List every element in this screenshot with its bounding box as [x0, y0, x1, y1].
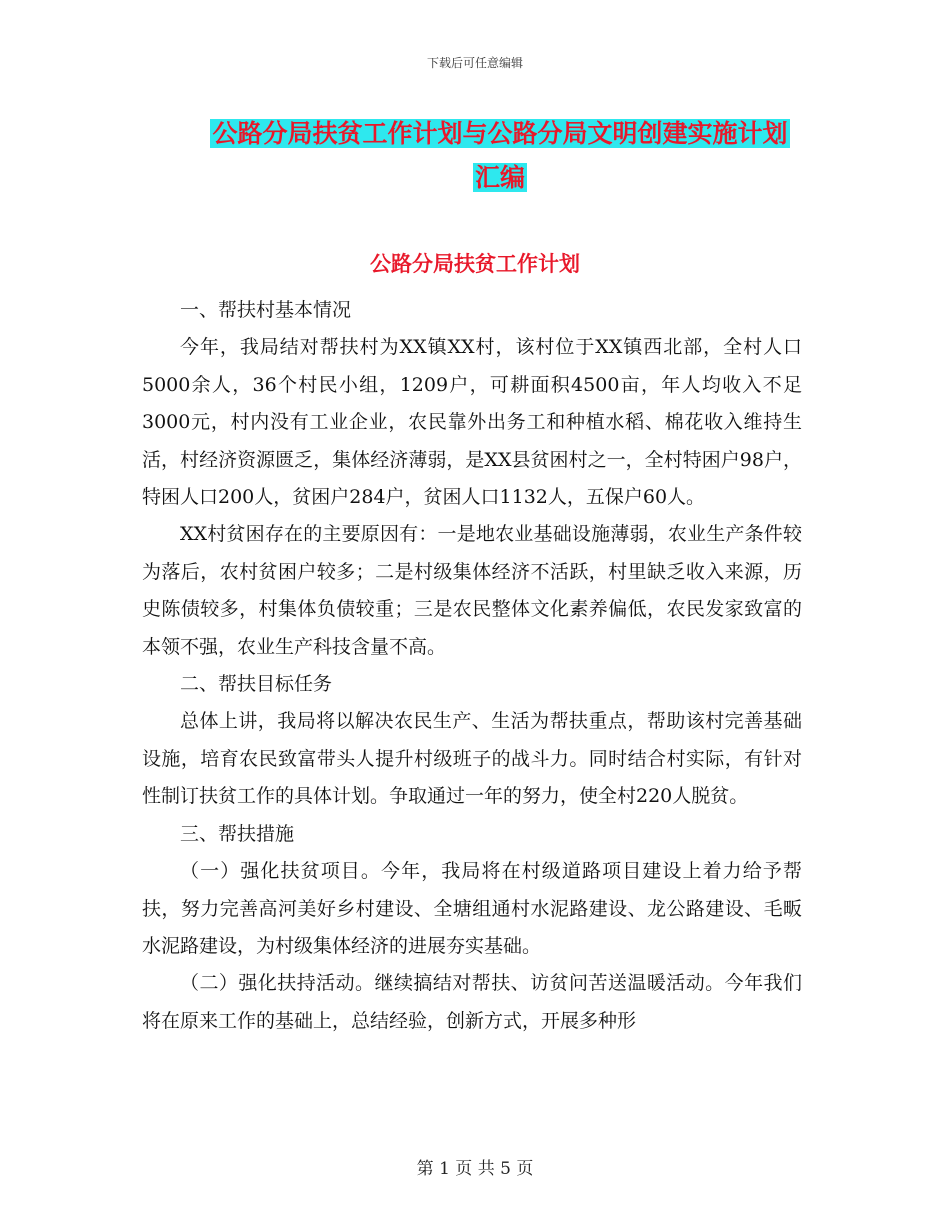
document-title-line-1: 公路分局扶贫工作计划与公路分局文明创建实施计划 [212, 119, 788, 148]
heading-measures: 三、帮扶措施 [180, 822, 295, 845]
heading-goals: 二、帮扶目标任务 [180, 673, 333, 696]
paragraph: 总体上讲，我局将以解决农民生产、生活为帮扶重点，帮助该村完善基础设施，培育农民致富带头人提升村级班子的战斗力。同时结合村实际，有针对性制订扶贫工作的具体计划。争取通过一年的努力，使全村220人脱贫。 [142, 710, 802, 808]
paragraph: （二）强化扶持活动。继续搞结对帮扶、访贫问苦送温暖活动。今年我们将在原来工作的基础上，总结经验，创新方式，开展多种形 [142, 972, 802, 1032]
section-title: 公路分局扶贫工作计划 [370, 251, 580, 276]
document-body [142, 292, 802, 1040]
document-title-line-2: 汇编 [474, 163, 525, 192]
header-note: 下载后可任意编辑 [426, 56, 523, 70]
paragraph: XX村贫困存在的主要原因有：一是地农业基础设施薄弱，农业生产条件较为落后，农村贫困户较多；二是村级集体经济不活跃，村里缺乏收入来源，历史陈债较多，村集体负债较重；三是农民整体文化素养偏低，农民发家致富的本领不强，农业生产科技含量不高。 [142, 523, 802, 658]
document-title [140, 112, 860, 200]
heading-village-situation: 一、帮扶村基本情况 [180, 299, 352, 321]
paragraph: （一）强化扶贫项目。今年，我局将在村级道路项目建设上着力给予帮扶，努力完善高河美好乡村建设、全塘组通村水泥路建设、龙公路建设、毛畈水泥路建设，为村级集体经济的进展夯实基础。 [142, 860, 802, 957]
paragraph: 今年，我局结对帮扶村为XX镇XX村，该村位于XX镇西北部，全村人口5000余人，36个村民小组，1209户，可耕面积4500亩，年人均收入不足3000元，村内没有工业企业，农民靠外出务工和种植水稻、棉花收入维持生活，村经济资源匮乏，集体经济薄弱，是XX县贫困村之一，全村特困户98户，特困人口200人，贫困户284户，贫困人口1132人，五保户60人。 [142, 336, 802, 509]
page-footer: 第 1 页 共 5 页 [416, 1159, 534, 1179]
